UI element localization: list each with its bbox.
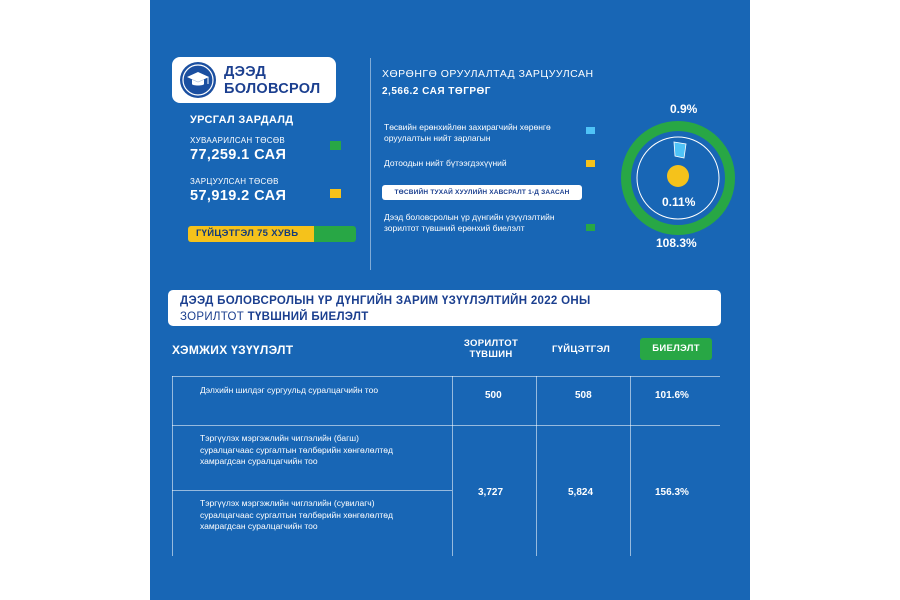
table-divider <box>172 425 720 426</box>
table-border <box>536 376 537 556</box>
table-row-1-completion: 101.6% <box>655 390 689 401</box>
green-square-icon <box>586 224 595 231</box>
pct-top: 0.9% <box>670 102 698 116</box>
pct-bottom: 108.3% <box>656 236 697 250</box>
investment-title: ХӨРӨНГӨ ОРУУЛАЛТАД ЗАРЦУУЛСАН <box>382 68 594 80</box>
merged-completion: 156.3% <box>655 487 689 498</box>
merged-target: 3,727 <box>478 487 504 498</box>
spent-label: ЗАРЦУУЛСАН ТӨСӨВ <box>190 177 279 186</box>
ring-chart <box>618 118 738 238</box>
merged-actual: 5,824 <box>568 487 594 498</box>
reference-note: ТӨСВИЙН ТУХАЙ ХУУЛИЙН ХАВСРАЛТ 1-Д ЗААСАН <box>382 185 582 200</box>
performance-bar <box>188 226 356 242</box>
table-row-1-target: 500 <box>485 390 502 401</box>
table-row-3-indicator: Тэргүүлэх мэргэжлийн чиглэлийн (сувилагч) суралцагчаас сургалтын төлбөрийн хөнгөлөлтөд хамрагдсан суралцагчийн тоо <box>200 498 393 531</box>
table-title <box>168 290 721 326</box>
yellow-square-icon <box>586 160 595 167</box>
vertical-divider <box>370 58 371 270</box>
legend-item-performance: Дээд боловсролын үр дүнгийн үзүүлэлтийн зорилтот түвшний ерөнхий биелэлт <box>384 212 555 233</box>
investment-amount: 2,566.2 САЯ ТӨГРӨГ <box>382 86 491 97</box>
budget-share-segment <box>674 142 686 158</box>
table-title-prefix: ЗОРИЛТОТ <box>180 311 245 323</box>
yellow-square-icon <box>330 189 341 198</box>
table-divider <box>172 490 452 491</box>
pct-mid: 0.11% <box>662 195 696 209</box>
legend-item-budget: Төсвийн ерөнхийлөн захирагчийн хөрөнгө оруулалтын нийт зарлагын <box>384 122 551 143</box>
table-row-2-indicator: Тэргүүлэх мэргэжлийн чиглэлийн (багш) суралцагчаас сургалтын төлбөрийн хөнгөлөлтөд хамрагдсан суралцагчийн тоо <box>200 433 393 466</box>
header-target: ЗОРИЛТОТ ТҮВШИН <box>463 338 519 360</box>
green-square-icon <box>330 141 341 150</box>
table-row-1-actual: 508 <box>575 390 592 401</box>
table-title-bold: ТҮВШНИЙ БИЕЛЭЛТ <box>247 311 369 323</box>
gdp-share-circle <box>667 165 689 187</box>
infographic-panel <box>150 0 750 600</box>
table-border <box>630 376 631 556</box>
spent-value: 57,919.2 САЯ <box>190 188 287 204</box>
table-title-line2 <box>180 309 721 325</box>
performance-label: ГҮЙЦЭТГЭЛ 75 ХУВЬ <box>196 228 299 239</box>
header-actual: ГҮЙЦЭТГЭЛ <box>552 344 611 355</box>
header-completion: БИЕЛЭЛТ <box>640 338 712 360</box>
graduation-cap-icon <box>180 62 216 98</box>
lightblue-square-icon <box>586 127 595 134</box>
page-title: ДЭЭД БОЛОВСРОЛ <box>224 64 321 97</box>
section-label: УРСГАЛ ЗАРДАЛД <box>190 114 294 126</box>
allocated-value: 77,259.1 САЯ <box>190 147 287 163</box>
legend-item-gdp: Дотоодын нийт бүтээгдэхүүний <box>384 158 507 168</box>
table-divider <box>172 376 720 377</box>
header-indicator: ХЭМЖИХ ҮЗҮҮЛЭЛТ <box>172 343 294 357</box>
table-title-line1: ДЭЭД БОЛОВСРОЛЫН ҮР ДҮНГИЙН ЗАРИМ ҮЗҮҮЛЭЛТИЙН 2022 ОНЫ <box>180 295 591 307</box>
allocated-label: ХУВААРИЛСАН ТӨСӨВ <box>190 136 285 145</box>
table-border <box>452 376 453 556</box>
header-card <box>172 57 336 103</box>
table-row-1-indicator: Дэлхийн шилдэг сургуульд суралцагчийн тоо <box>200 385 379 395</box>
table-border <box>172 376 173 556</box>
